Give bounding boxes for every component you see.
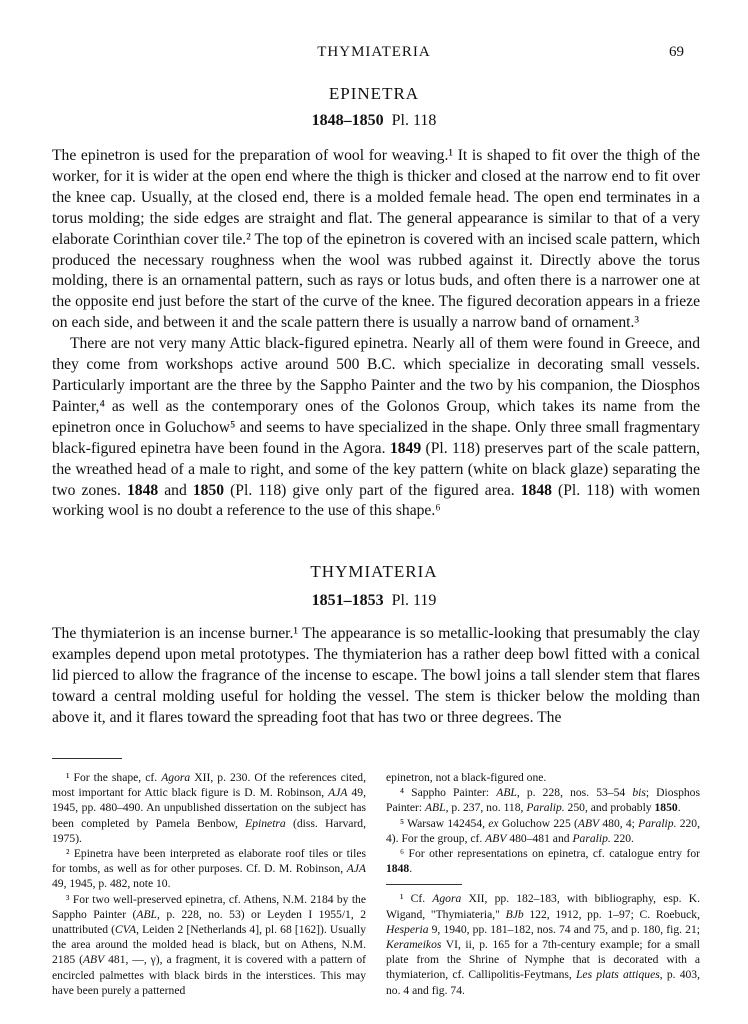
thymiateria-body xyxy=(52,624,700,729)
footnote: ¹ Cf. Agora XII, pp. 182–183, with bibliography, esp. K. Wigand, "Thymiateria," BJb 122, 1912, pp. 1–97; C. Roebuck, Hesperia 9, 1940, pp. 181–182, nos. 74 and 75, and p. 180, fig. 21; Kerameikos VI, ii, p. 165 for a 7th-century example; for a small plate from the Shrine of Nymphe that is decorated with a thymiaterion, cf. Callipolitis-Feytmans, Les plats attiques, p. 403, no. 4 and fig. 74. xyxy=(386,892,700,997)
footnote-rule-right xyxy=(386,884,462,885)
paragraph: The epinetron is used for the preparation of wool for weaving.¹ It is shaped to fit over the thigh of the worker, for it is wider at the open end where the thigh is thicker and closed at the narrow end to fit over the knee cap. Usually, at the closed end, there is a molded female head. The open end terminates in a torus molding; the side edges are straight and flat. The general appearance is similar to that of a very elaborate Corinthian cover tile.² The top of the epinetron is covered with an incised scale pattern, which produced the necessary roughness when the wool was rubbed against it. Directly above the torus molding, there is an ornamental pattern, such as rays or lotus buds, and often there is a narrower one at the opposite end just before the start of the curve of the knee. The figured decoration appears in a frieze on each side, and between it and the scale pattern there is usually a narrow band of ornament.³ xyxy=(52,147,700,332)
catalogue-ref: 1849 xyxy=(389,439,422,457)
epinetra-body xyxy=(52,146,700,522)
section-title-epinetra: EPINETRA xyxy=(328,84,420,103)
catalogue-line-thymiateria xyxy=(0,592,748,610)
footnote: ⁴ Sappho Painter: ABL, p. 228, nos. 53–54 bis; Diosphos Painter: ABL, p. 237, no. 118, Paralip. 250, and probably 1850. xyxy=(386,786,700,815)
running-head: THYMIATERIA xyxy=(317,44,431,60)
paragraph: The thymiaterion is an incense burner.¹ The appearance is so metallic-looking that presumably the clay examples depend upon metal prototypes. The thymiaterion has a rather deep bowl fitted with a conical lid pierced to allow the fragrance of the incense to escape. The bowl joins a tall slender stem that flares toward a central molding useful for holding the vessel. The stem is thicker below the molding than above it, and it flares toward the spreading foot that has two or three degrees. The xyxy=(52,625,700,726)
catalogue-ref: 1848 xyxy=(520,481,552,499)
paragraph: There are not very many Attic black-figured epinetra. Nearly all of them were found in Greece, and they come from workshops active around 500 B.C. which specialize in decorating small vessels. Particularly important are the three by the Sappho Painter and the two by his companion, the Diosphos Painter,⁴ as well as the contemporary ones of the Golonos Group, which takes its name from the epinetron once in Goluchow⁵ and seems to have specialized in the shape. Only three small fragmentary black-figured epinetra have been found in the Agora. 1849 (Pl. 118) preserves part of the scale pattern, the wreathed head of a male to right, and some of the key pattern (white on black glaze) separating the two zones. 1848 and 1850 (Pl. 118) give only part of the figured area. 1848 (Pl. 118) with women working wool is no doubt a reference to the use of this shape.⁶ xyxy=(52,335,701,520)
catalogue-range: 1848–1850 xyxy=(311,112,384,129)
catalogue-line-epinetra xyxy=(0,112,748,130)
footnotes-left xyxy=(52,770,366,998)
catalogue-ref: 1848 xyxy=(126,481,159,499)
page-number: 69 xyxy=(669,44,684,60)
footnote: ¹ For the shape, cf. Agora XII, p. 230. Of the references cited, most important for Attic black figure is D. M. Robinson, AJA 49, 1945, pp. 480–490. An unpublished dissertation on the subject has been completed by Pamela Benbow, Epinetra (diss. Harvard, 1975). xyxy=(52,771,367,845)
catalogue-range: 1851–1853 xyxy=(311,592,384,609)
footnotes-right xyxy=(386,770,700,998)
catalogue-ref: 1850 xyxy=(192,481,225,499)
footnote-continuation: epinetron, not a black-figured one. xyxy=(386,771,547,784)
footnote: ⁶ For other representations on epinetra, cf. catalogue entry for 1848. xyxy=(386,847,700,876)
footnote-rule-left xyxy=(52,758,122,759)
footnote: ⁵ Warsaw 142454, ex Goluchow 225 (ABV 480, 4; Paralip. 220, 4). For the group, cf. ABV 480–481 and Paralip. 220. xyxy=(386,816,700,845)
section-title-thymiateria: THYMIATERIA xyxy=(310,562,438,581)
plate-ref: Pl. 118 xyxy=(391,112,437,129)
plate-ref: Pl. 119 xyxy=(391,592,437,609)
footnote: ³ For two well-preserved epinetra, cf. Athens, N.M. 2184 by the Sappho Painter (ABL, p. 228, no. 53) or Leyden I 1955/1, 2 unattributed (CVA, Leiden 2 [Netherlands 4], pl. 68 [162]). Usually the area around the molded head is black, but on Athens, N.M. 2185 (ABV 481, —, γ), a fragment, it is covered with a pattern of encircled palmettes with black birds in the interstices. This may have been purely a patterned xyxy=(52,892,367,997)
footnote: ² Epinetra have been interpreted as elaborate roof tiles or tiles for tombs, as well as for other purposes. Cf. D. M. Robinson, AJA 49, 1945, p. 482, note 10. xyxy=(52,847,366,891)
